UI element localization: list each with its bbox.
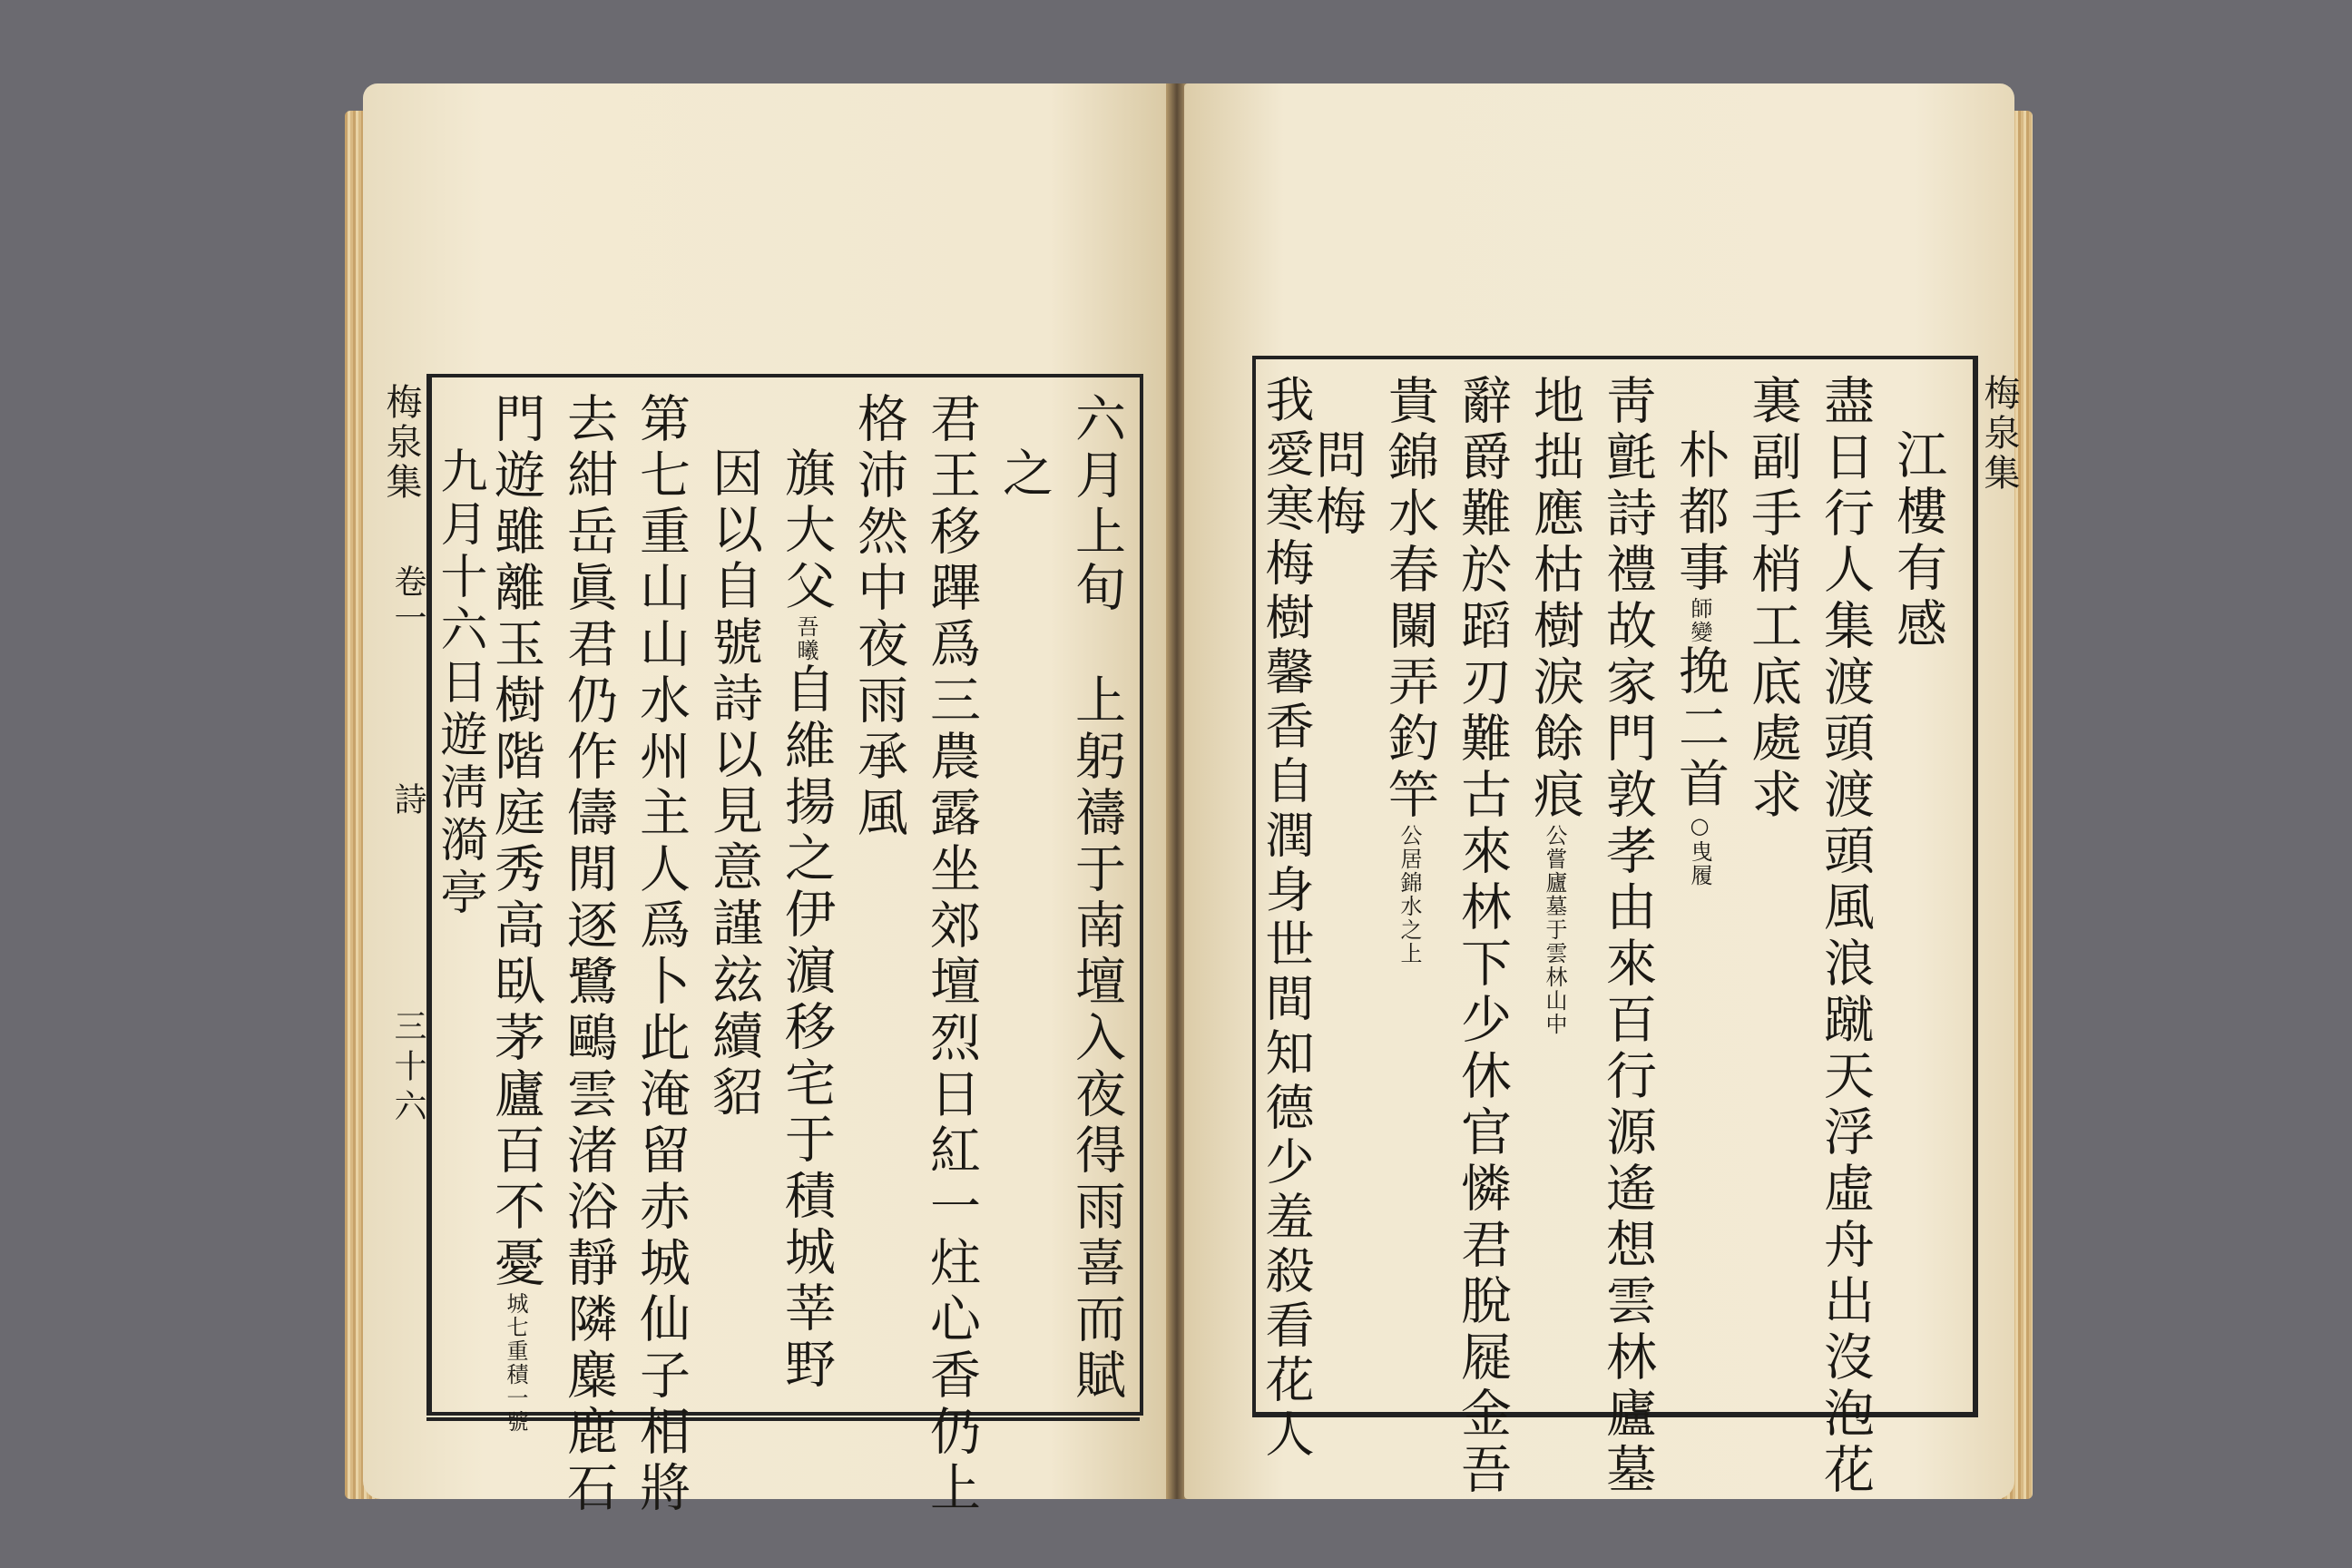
interlinear-note: ○曳履	[1687, 813, 1712, 887]
text-column: 江樓有感	[1888, 428, 1947, 653]
text-column: 問梅	[1308, 428, 1367, 541]
left-margin-title: 梅泉集	[380, 383, 422, 503]
text-column: 門遊雖離玉樹階庭秀高臥茅廬百不憂城七重積一號	[486, 392, 545, 1434]
text-column: 裏副手梢工底處求	[1743, 374, 1802, 824]
text-column: 貴錦水春闌弄釣竿公居錦水之上	[1380, 374, 1439, 965]
text-column: 九月十六日遊淸漪亭	[432, 446, 486, 920]
text-column: 之	[995, 446, 1054, 503]
interlinear-note: 吾曦	[793, 615, 818, 662]
text-column: 去紺岳眞君仍作儔閒逐鷺鷗雲渚浴靜隣麋鹿石	[559, 392, 618, 1517]
interlinear-note: 師變	[1687, 597, 1712, 644]
interlinear-note: 公嘗廬墓于雲林山中	[1542, 824, 1567, 1036]
text-column: 旗大父吾曦自維揚之伊濵移宅于積城莘野	[777, 446, 836, 1394]
left-margin-section: 詩	[389, 782, 426, 815]
text-column: 第七重山山水州主人爲卜此淹留赤城仙子相將	[632, 392, 691, 1517]
left-margin-volume: 卷一	[389, 564, 426, 637]
interlinear-note: 公居錦水之上	[1396, 824, 1422, 965]
text-column: 盡日行人集渡頭渡頭風浪蹴天浮虛舟出沒泡花	[1816, 374, 1875, 1499]
interlinear-note: 城七重積一號	[503, 1292, 528, 1434]
right-margin-title: 梅泉集	[1978, 374, 2020, 494]
text-column: 我愛寒梅樹馨香自潤身世間知德少羞殺看花人	[1258, 374, 1315, 1463]
text-column: 因以自號詩以見意謹玆續貂	[704, 446, 763, 1122]
text-column: 君王移蹕爲三農露坐郊壇烈日紅一炷心香仍上	[922, 392, 981, 1517]
text-column: 格沛然中夜雨承風	[849, 392, 908, 842]
right-page	[1184, 83, 2020, 1499]
text-column: 靑氈詩禮故家門敦孝由來百行源遙想雲林廬墓	[1598, 374, 1657, 1499]
text-column: 朴都事師變挽二首○曳履	[1671, 428, 1730, 887]
left-margin-page-number: 三十六	[389, 1009, 426, 1129]
left-page	[363, 83, 1171, 1517]
text-column: 辭爵難於蹈刃難古來林下少休官憐君脫屣金吾	[1453, 374, 1512, 1499]
text-column: 地拙應枯樹淚餘痕公嘗廬墓于雲林山中	[1525, 374, 1584, 1036]
text-column: 六月上旬 上躬禱于南壇入夜得雨喜而賦	[1067, 392, 1126, 1405]
open-book	[345, 83, 2033, 1517]
